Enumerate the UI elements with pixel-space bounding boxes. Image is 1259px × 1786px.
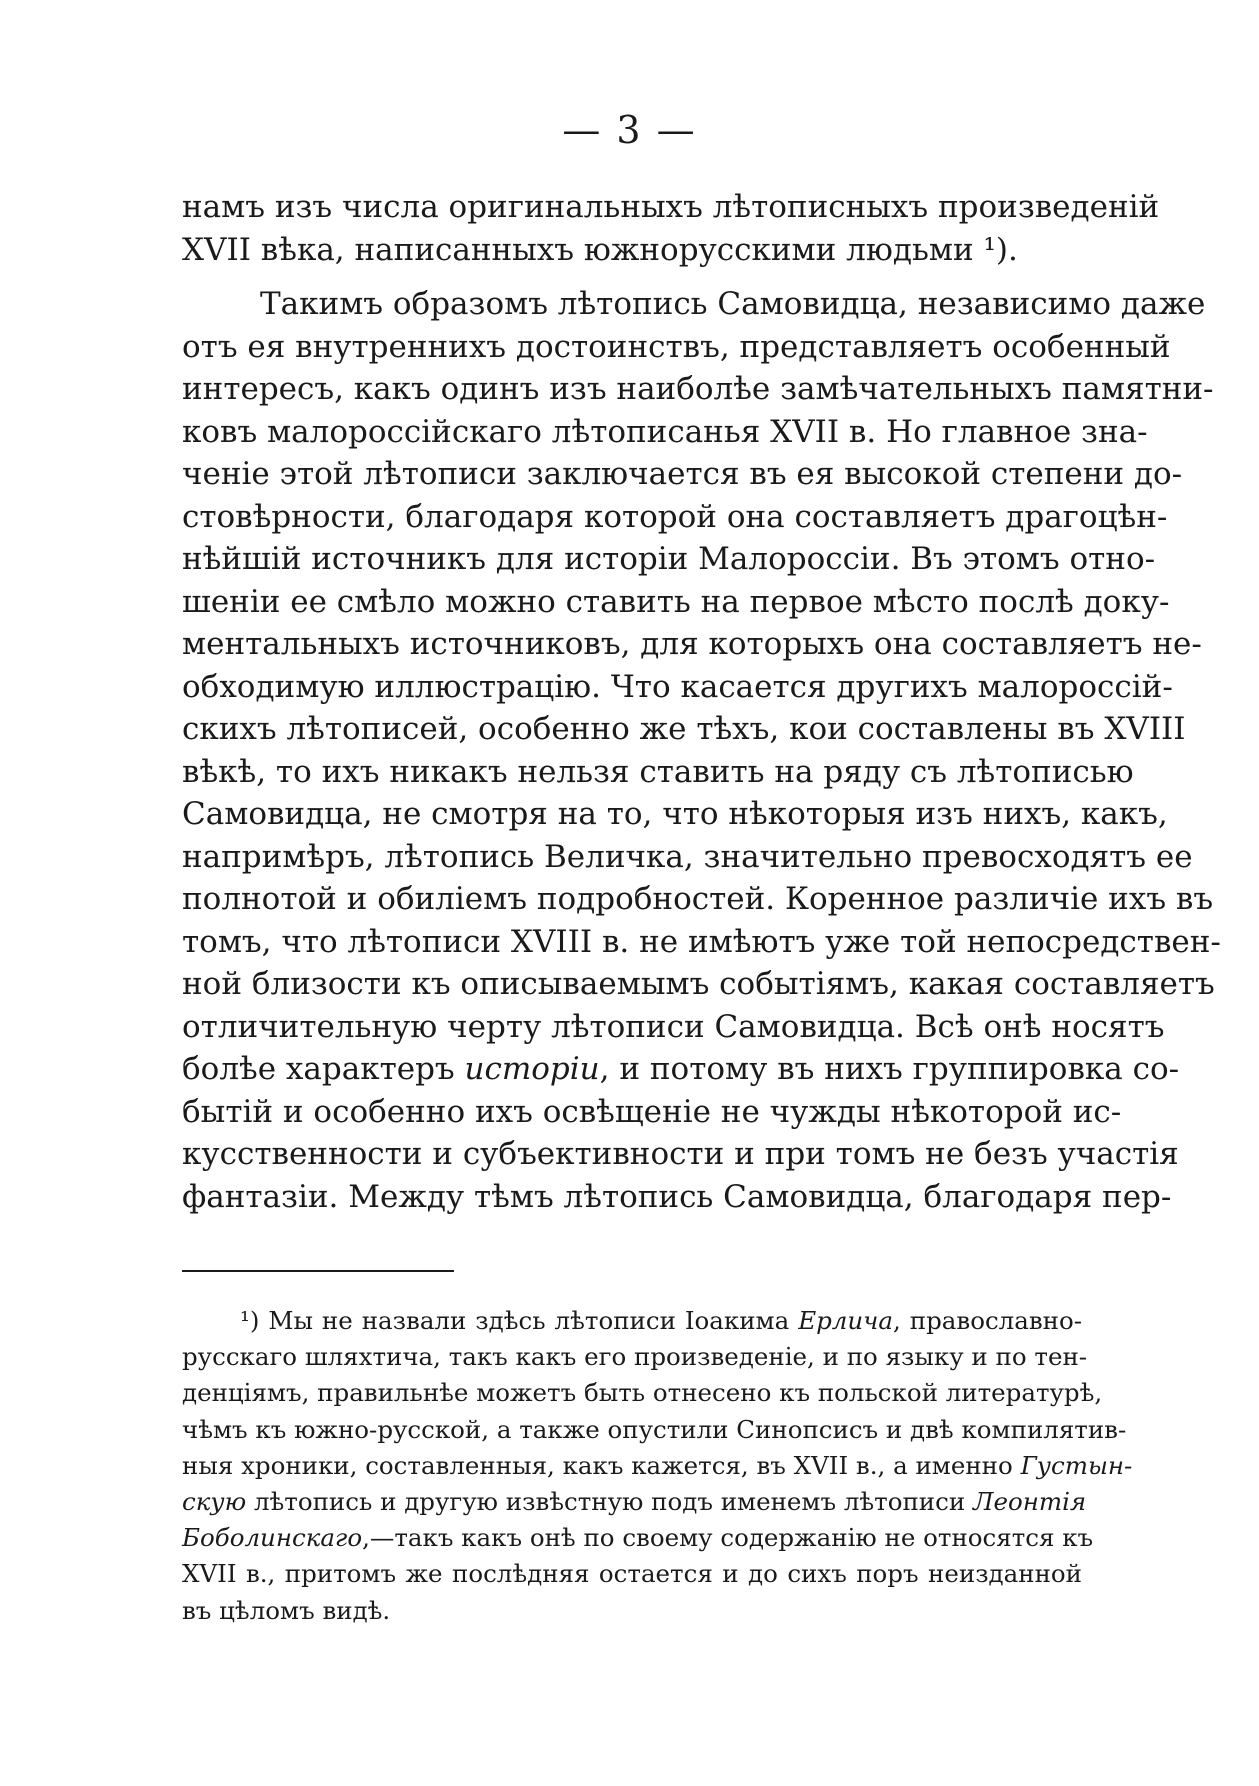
footnote-line [182,1303,1082,1339]
text-line: стовѣрности, благодаря которой она составляетъ драгоцѣн- [182,498,1168,535]
text-line: ковъ малороссiйскаго лѣтописанья XVII в. Но главное зна- [182,413,1148,450]
text-line: намъ изъ числа оригинальныхъ лѣтописныхъ произведенiй [182,189,1160,225]
text-segment: болѣе характеръ [182,1051,455,1087]
text-line: напримѣръ, лѣтопись Величка, значительно превосходятъ ее [182,838,1193,875]
text-line: полнотой и обилiемъ подробностей. Коренное различiе ихъ въ [182,881,1214,917]
text-line: кусственности и субъективности и при томъ не безъ участiя [182,1136,1179,1172]
main-text [182,186,1221,1218]
text-line: ченiе этой лѣтописи заключается въ ея высокой степени до- [182,456,1183,492]
text-line: XVII вѣка, написанныхъ южнорусскими людьми ¹). [182,231,1018,268]
text-line: скихъ лѣтописей, особенно же тѣхъ, кои составлены въ XVIII [182,711,1186,747]
text-segment: ,—такъ какъ онѣ по своему содержанiю не относятся къ [362,1523,1094,1553]
text-line: отличительную черту лѣтописи Самовидца. Всѣ онѣ носятъ [182,1008,1165,1045]
italic-term: Густын- [1020,1450,1133,1480]
text-line: вѣкѣ, то ихъ никакъ нельзя ставить на ряду съ лѣтописью [182,753,1134,790]
footnote [182,1303,1133,1629]
italic-term: скую [182,1486,247,1516]
text-line: Такимъ образомъ лѣтопись Самовидца, независимо даже [260,286,1206,322]
text-segment: , и потому въ нихъ группировка со- [599,1051,1180,1087]
text-line: интересъ, какъ одинъ изъ наиболѣе замѣчательныхъ памятни- [182,371,1214,407]
text-line: ментальныхъ источниковъ, для которыхъ она составляетъ не- [182,626,1202,662]
text-line: нѣйшiй источникъ для исторiи Малороссiи. Въ этомъ отно- [182,541,1156,577]
text-line: бытiй и особенно ихъ освѣщенiе не чужды нѣкоторой ис- [182,1093,1122,1130]
footnote-line: чѣмъ къ южно-русской, а также опустили Синопсисъ и двѣ компилятив- [182,1414,1127,1444]
footnote-line: русскаго шляхтича, такъ какъ его произведенiе, и по языку и по тен- [182,1342,1088,1372]
text-line: обходимую иллюстрацiю. Что касается другихъ малороссiй- [182,668,1173,705]
footnote-line: въ цѣломъ видѣ. [182,1595,391,1625]
text-line [182,1048,1180,1091]
text-line: шенiи ее смѣло можно ставить на первое мѣсто послѣ доку- [182,583,1170,620]
italic-term: исторiи [464,1051,600,1087]
italic-term: Ерлича [798,1306,894,1335]
footnote-line: денцiямъ, правильнѣе можетъ быть отнесено къ польской литературѣ, [182,1378,1103,1408]
text-segment: ныя хроники, составленныя, какъ кажется, въ XVII в., а именно [182,1450,1013,1480]
text-line: ной близости къ описываемымъ событiямъ, какая составляетъ [182,966,1215,1002]
text-segment: лѣтопись и другую извѣстную подъ именемъ лѣтописи [253,1486,966,1516]
text-line: томъ, что лѣтописи XVIII в. не имѣютъ уже той непосредствен- [182,923,1221,960]
text-line: отъ ея внутреннихъ достоинствъ, представляетъ особенный [182,328,1171,365]
page-number: — 3 — [562,108,697,152]
text-line: фантазiи. Между тѣмъ лѣтопись Самовидца, благодаря пер- [182,1178,1172,1215]
text-segment: , православно- [893,1306,1082,1335]
italic-term: Боболинскаго [182,1523,363,1553]
footnote-line [182,1520,1094,1556]
italic-term: Леонтiя [973,1486,1087,1516]
footnote-line [182,1448,1133,1484]
text-line: Самовидца, не смотря на то, что нѣкоторыя изъ нихъ, какъ, [182,796,1168,832]
footnote-line: XVII в., притомъ же послѣдняя остается и до сихъ поръ неизданной [182,1559,1082,1589]
footnote-line [182,1484,1087,1520]
footnote-divider [182,1270,454,1272]
text-segment: ¹) Мы не назвали здѣсь лѣтописи Iоакима [240,1306,790,1335]
